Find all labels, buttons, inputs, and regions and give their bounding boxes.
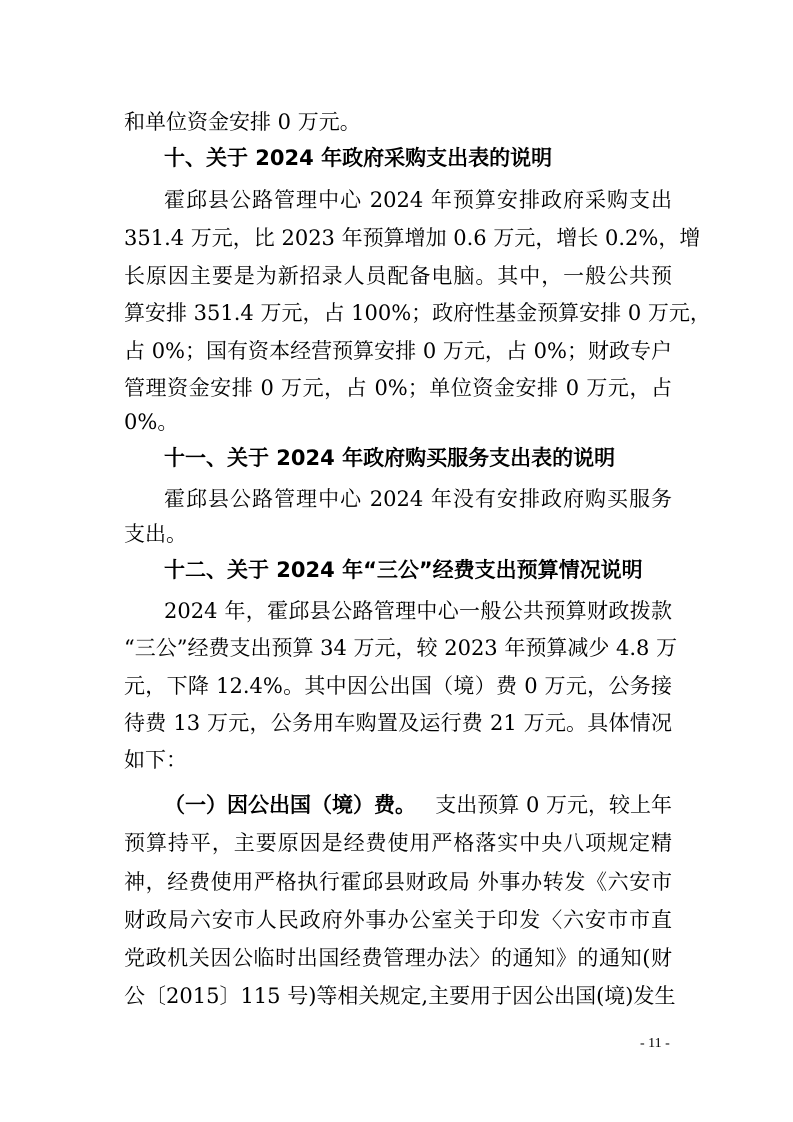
text-line: 财政局六安市人民政府外事办公室关于印发〈六安市市直 xyxy=(124,908,672,932)
page-number: - 11 - xyxy=(640,1036,670,1051)
section-heading-11: 十一、关于 2024 年政府购买服务支出表的说明 xyxy=(164,446,616,470)
text-line: 管理资金安排 0 万元，占 0%；单位资金安排 0 万元，占 xyxy=(124,376,672,400)
text-line xyxy=(164,487,672,511)
text-line: 占 0%；国有资本经营预算安排 0 万元，占 0%；财政专户 xyxy=(124,339,672,363)
text-line: 预算持平，主要原因是经费使用严格落实中央八项规定精 xyxy=(124,831,672,855)
subsection-heading: （一）因公出国（境）费。 xyxy=(164,793,416,817)
section-heading-12: 十二、关于 2024 年“三公”经费支出预算情况说明 xyxy=(164,558,643,582)
text-line-content: 2024 年，霍邱县公路管理中心一般公共预算财政拨款 xyxy=(164,599,672,623)
text-line xyxy=(164,188,672,212)
text-line-content: 霍邱县公路管理中心 2024 年预算安排政府采购支出 xyxy=(164,188,672,212)
text-line xyxy=(164,793,672,817)
text-line: 0%。 xyxy=(124,410,179,434)
text-line-content: 霍邱县公路管理中心 2024 年没有安排政府购买服务 xyxy=(164,487,672,511)
text-line: 351.4 万元，比 2023 年预算增加 0.6 万元，增长 0.2%，增 xyxy=(124,226,701,250)
text-line: 和单位资金安排 0 万元。 xyxy=(124,110,361,134)
text-line: 支出。 xyxy=(124,522,187,546)
section-heading-10: 十、关于 2024 年政府采购支出表的说明 xyxy=(164,146,553,170)
text-line: 公〔2015〕115 号)等相关规定,主要用于因公出国(境)发生 xyxy=(124,984,676,1008)
text-line xyxy=(164,599,672,623)
text-line-content: 支出预算 0 万元，较上年 xyxy=(435,793,672,817)
text-line: 待费 13 万元，公务用车购置及运行费 21 万元。具体情况 xyxy=(124,711,672,735)
text-line: 长原因主要是为新招录人员配备电脑。其中，一般公共预 xyxy=(124,264,672,288)
text-line: “三公”经费支出预算 34 万元，较 2023 年预算减少 4.8 万 xyxy=(124,636,678,660)
text-line: 党政机关因公临时出国经费管理办法〉的通知》的通知(财 xyxy=(124,946,672,970)
text-line: 如下： xyxy=(124,748,187,772)
text-line: 元，下降 12.4%。其中因公出国（境）费 0 万元，公务接 xyxy=(124,674,672,698)
text-line: 算安排 351.4 万元，占 100%；政府性基金预算安排 0 万元， xyxy=(124,301,711,325)
text-line: 神，经费使用严格执行霍邱县财政局 外事办转发《六安市 xyxy=(124,870,672,894)
